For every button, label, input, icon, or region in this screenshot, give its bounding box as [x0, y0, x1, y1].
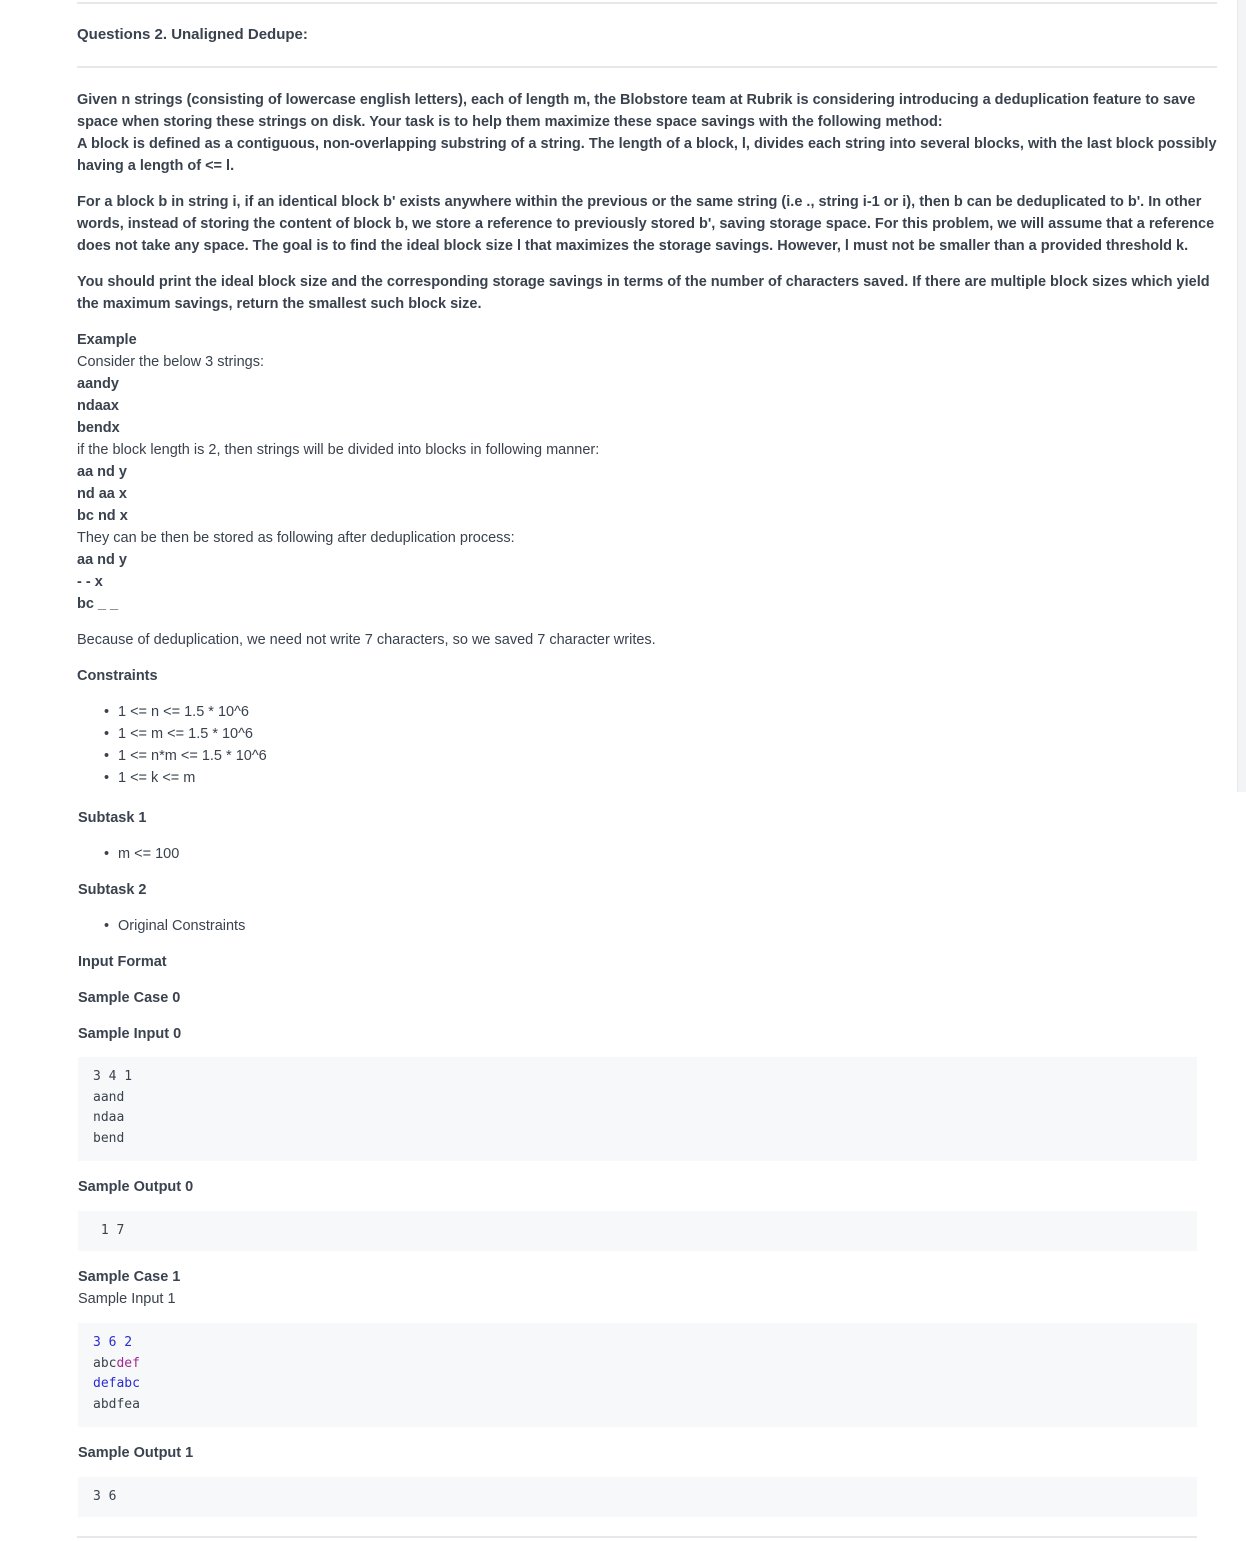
scrollbar[interactable]: [1237, 0, 1246, 792]
example-divided-row: aa nd y: [77, 464, 127, 480]
example-heading: Example: [77, 332, 137, 348]
example-divided-row: nd aa x: [77, 486, 127, 502]
constraint-item: • 1 <= n*m <= 1.5 * 10^6: [104, 745, 267, 767]
example-stored-row: bc _ _: [77, 596, 119, 612]
code-line: ndaa: [93, 1110, 125, 1126]
constraint-item: • 1 <= k <= m: [104, 767, 195, 789]
example-stored-row: - - x: [77, 574, 103, 590]
example-divided-intro: if the block length is 2, then strings will be divided into blocks in following manner:: [77, 442, 600, 458]
sample-case-1-heading: Sample Case 1: [78, 1269, 181, 1285]
example-string: ndaax: [77, 398, 119, 414]
sample-case-0-heading: Sample Case 0: [78, 990, 181, 1006]
subtask2-heading: Subtask 2: [78, 882, 147, 898]
sample-input-0-heading: Sample Input 0: [78, 1026, 182, 1042]
sample-output-0-block: [78, 1211, 1197, 1251]
sample-input-0-block: [78, 1057, 1197, 1161]
code-line: 3 6 2: [93, 1335, 133, 1350]
title-divider: [77, 66, 1217, 68]
subtask2-item: • Original Constraints: [104, 915, 245, 937]
sample-output-1-block: [78, 1477, 1197, 1517]
example-divided-row: bc nd x: [77, 508, 128, 524]
code-line: defabc: [93, 1376, 140, 1392]
bottom-divider: [77, 1536, 1197, 1538]
code-line: bend: [93, 1131, 125, 1147]
description-paragraph-2: For a block b in string i, if an identical block b' exists anywhere within the previous or the same string (i.e ., string i-1 or i), then b can be deduplicated to b'. In other words, instead of storing the content of block b, we store a reference to previously stored b', saving storage space. For this problem, we will assume that a reference does not take any space. The goal is to find the ideal block size l that maximizes the storage savings. However, l must not be smaller than a provided threshold k.: [77, 194, 1215, 254]
description-paragraph-3: You should print the ideal block size and the corresponding storage savings in terms of the number of characters saved. If there are multiple block sizes which yield the maximum savings, return the smallest such block size.: [77, 274, 1210, 312]
code-line: 3 4 1: [93, 1069, 133, 1084]
subtask1-item: • m <= 100: [104, 843, 179, 865]
code-line: abcdef: [93, 1355, 140, 1371]
sample-input-1-label: Sample Input 1: [78, 1291, 176, 1307]
question-title: Questions 2. Unaligned Dedupe:: [77, 26, 308, 43]
sample-output-0-heading: Sample Output 0: [78, 1179, 194, 1195]
sample-output-1-heading: Sample Output 1: [78, 1445, 194, 1461]
constraint-item: • 1 <= m <= 1.5 * 10^6: [104, 723, 253, 745]
example-stored-intro: They can be then be stored as following after deduplication process:: [77, 530, 515, 546]
sample-input-1-block: [78, 1323, 1197, 1427]
top-divider: [77, 2, 1217, 4]
subtask1-heading: Subtask 1: [78, 810, 147, 826]
code-line: 1 7: [93, 1223, 125, 1238]
input-format-heading: Input Format: [78, 954, 167, 970]
code-line: aand: [93, 1089, 125, 1105]
example-intro: Consider the below 3 strings:: [77, 354, 264, 370]
example-string: bendx: [77, 420, 120, 436]
example-stored-row: aa nd y: [77, 552, 127, 568]
example-string: aandy: [77, 376, 119, 392]
constraint-item: • 1 <= n <= 1.5 * 10^6: [104, 701, 249, 723]
description-paragraph-1: Given n strings (consisting of lowercase english letters), each of length m, the Blobstore team at Rubrik is considering introducing a deduplication feature to save space when storing these strings on disk. Your task is to help them maximize these space savings with the following method: A block is defined as a contiguous, non-overlapping substring of a string. The length of a block, l, divides each string into several blocks, with the last block possibly having a length of <= l.: [77, 92, 1217, 174]
code-line: abdfea: [93, 1397, 140, 1413]
example-conclusion: Because of deduplication, we need not write 7 characters, so we saved 7 character writes.: [77, 632, 656, 648]
constraints-heading: Constraints: [77, 668, 158, 684]
code-line: 3 6: [93, 1489, 117, 1504]
